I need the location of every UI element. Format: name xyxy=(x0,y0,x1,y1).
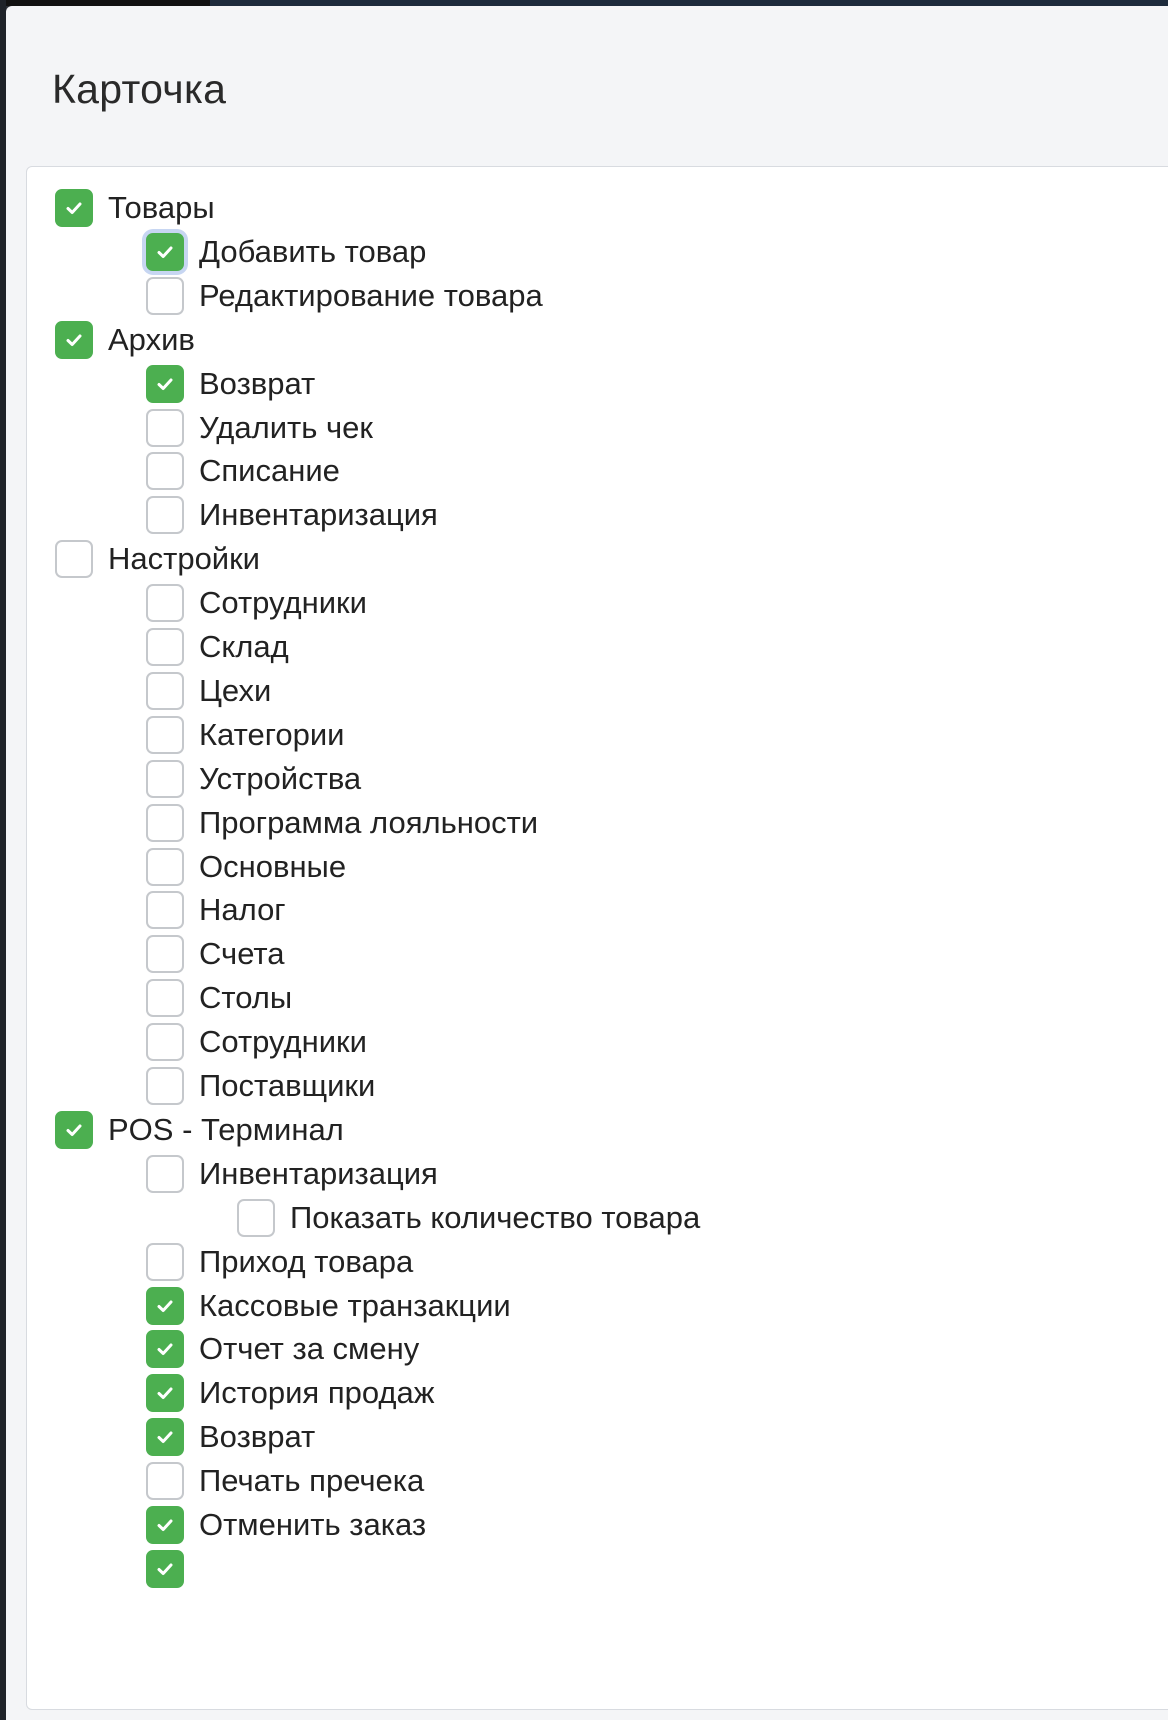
permission-checkbox[interactable] xyxy=(146,848,184,886)
permission-item-pos-terminal[interactable] xyxy=(55,1110,344,1150)
permission-item-pos-return[interactable] xyxy=(146,1417,315,1457)
permission-checkbox[interactable] xyxy=(146,1155,184,1193)
permission-item-shift-report[interactable] xyxy=(146,1329,419,1369)
permission-label: Товары xyxy=(108,190,215,225)
permission-item-tax[interactable] xyxy=(146,890,286,930)
permission-checkbox[interactable] xyxy=(146,409,184,447)
permission-checkbox[interactable] xyxy=(55,540,93,578)
permission-checkbox[interactable] xyxy=(146,1462,184,1500)
permission-label: Архив xyxy=(108,321,195,357)
permission-label: Возврат xyxy=(199,365,316,401)
permission-checkbox[interactable] xyxy=(146,1374,184,1412)
permission-label: Счета xyxy=(199,936,285,972)
permission-label: Поставщики xyxy=(199,1068,376,1103)
permission-label: Печать пречека xyxy=(199,1463,425,1499)
permission-label: Программа лояльности xyxy=(199,804,539,840)
permission-checkbox[interactable] xyxy=(146,1243,184,1281)
permission-item-loyalty[interactable] xyxy=(146,803,538,843)
permission-label: Сотрудники xyxy=(199,1024,367,1060)
permission-label: Показать количество товара xyxy=(290,1199,701,1235)
permission-item-show-quantity[interactable] xyxy=(237,1198,700,1238)
permission-label: Категории xyxy=(199,716,345,752)
permission-label: Инвентаризация xyxy=(199,1155,438,1191)
permission-checkbox[interactable] xyxy=(146,891,184,929)
permission-checkbox[interactable] xyxy=(146,1023,184,1061)
permission-item-categories[interactable] xyxy=(146,715,344,755)
permission-label: Удалить чек xyxy=(199,409,373,445)
permission-label: Склад xyxy=(199,629,289,664)
permission-item-sales-history[interactable] xyxy=(146,1373,434,1413)
permission-checkbox[interactable] xyxy=(146,365,184,403)
permission-label: Устройства xyxy=(199,760,362,796)
permission-item-archive-inventory[interactable] xyxy=(146,495,438,535)
checkmark-icon xyxy=(64,1120,84,1140)
permission-item-cancel-order[interactable] xyxy=(146,1505,426,1545)
permission-item-pos-inventory[interactable] xyxy=(146,1154,438,1194)
permission-item-employees[interactable] xyxy=(146,583,367,623)
permission-label: Добавить товар xyxy=(199,233,427,269)
checkmark-icon xyxy=(155,1515,175,1535)
permission-item-delete-check[interactable] xyxy=(146,408,373,448)
permission-item-print-precheck[interactable] xyxy=(146,1461,424,1501)
checkmark-icon xyxy=(64,330,84,350)
permission-checkbox[interactable] xyxy=(146,1067,184,1105)
permission-checkbox[interactable] xyxy=(146,716,184,754)
permission-checkbox[interactable] xyxy=(55,189,93,227)
permission-item-archive-return[interactable] xyxy=(146,364,315,404)
permission-item-workshops[interactable] xyxy=(146,671,271,711)
permission-item-employees-2[interactable] xyxy=(146,1022,367,1062)
permission-checkbox[interactable] xyxy=(146,672,184,710)
permission-label: История продаж xyxy=(199,1375,435,1411)
permissions-modal xyxy=(6,6,1168,1720)
permission-checkbox[interactable] xyxy=(146,277,184,315)
checkmark-icon xyxy=(155,1296,175,1316)
permission-checkbox[interactable] xyxy=(146,1418,184,1456)
permission-item-write-off[interactable] xyxy=(146,451,340,491)
permission-item-accounts[interactable] xyxy=(146,934,285,974)
checkmark-icon xyxy=(155,1383,175,1403)
permission-label: Возврат xyxy=(199,1419,316,1455)
permission-checkbox[interactable] xyxy=(146,584,184,622)
checkmark-icon xyxy=(155,242,175,262)
permission-checkbox[interactable] xyxy=(146,233,184,271)
permission-label: Отменить заказ xyxy=(199,1507,427,1542)
permission-item-cut-off-item[interactable] xyxy=(146,1549,199,1589)
checkmark-icon xyxy=(155,1339,175,1359)
permission-item-archive[interactable] xyxy=(55,320,195,360)
modal-title: Карточка xyxy=(52,66,227,112)
permission-label: Кассовые транзакции xyxy=(199,1287,511,1323)
permission-label: POS - Терминал xyxy=(108,1111,344,1147)
permission-label: Сотрудники xyxy=(199,585,367,621)
permission-item-tables[interactable] xyxy=(146,978,292,1018)
permission-checkbox[interactable] xyxy=(237,1199,275,1237)
permission-checkbox[interactable] xyxy=(146,1506,184,1544)
permission-item-settings[interactable] xyxy=(55,539,260,579)
permission-item-goods-receipt[interactable] xyxy=(146,1242,413,1282)
permission-item-add-product[interactable] xyxy=(146,232,426,272)
permission-checkbox[interactable] xyxy=(146,1550,184,1588)
checkmark-icon xyxy=(64,198,84,218)
permission-label: Отчет за смену xyxy=(199,1331,420,1367)
permission-checkbox[interactable] xyxy=(146,935,184,973)
permission-label: Списание xyxy=(199,453,340,489)
permission-checkbox[interactable] xyxy=(146,1287,184,1325)
permission-label: Цехи xyxy=(199,672,272,708)
permission-label: Инвентаризация xyxy=(199,497,438,533)
permission-checkbox[interactable] xyxy=(146,760,184,798)
checkmark-icon xyxy=(155,374,175,394)
permission-label: Налог xyxy=(199,892,286,928)
permission-checkbox[interactable] xyxy=(146,452,184,490)
permission-label: Редактирование товара xyxy=(199,277,543,313)
permission-item-devices[interactable] xyxy=(146,759,361,799)
permission-checkbox[interactable] xyxy=(146,1330,184,1368)
permission-item-cash-transactions[interactable] xyxy=(146,1286,511,1326)
permission-checkbox[interactable] xyxy=(146,804,184,842)
permission-label: Столы xyxy=(199,980,293,1016)
permission-item-warehouse[interactable] xyxy=(146,627,289,667)
checkmark-icon xyxy=(155,1427,175,1447)
permissions-panel xyxy=(26,166,1168,1710)
permission-label: Настройки xyxy=(108,541,261,577)
permission-label: Приход товара xyxy=(199,1243,414,1279)
permission-checkbox[interactable] xyxy=(55,321,93,359)
permission-item-general[interactable] xyxy=(146,847,346,887)
permission-checkbox[interactable] xyxy=(55,1111,93,1149)
permission-item-edit-product[interactable] xyxy=(146,276,543,316)
checkmark-icon xyxy=(155,1559,175,1579)
permission-checkbox[interactable] xyxy=(146,979,184,1017)
permission-label: Основные xyxy=(199,848,347,884)
permission-checkbox[interactable] xyxy=(146,496,184,534)
permission-item-tovary[interactable] xyxy=(55,188,215,228)
permission-checkbox[interactable] xyxy=(146,628,184,666)
permission-item-suppliers[interactable] xyxy=(146,1066,375,1106)
